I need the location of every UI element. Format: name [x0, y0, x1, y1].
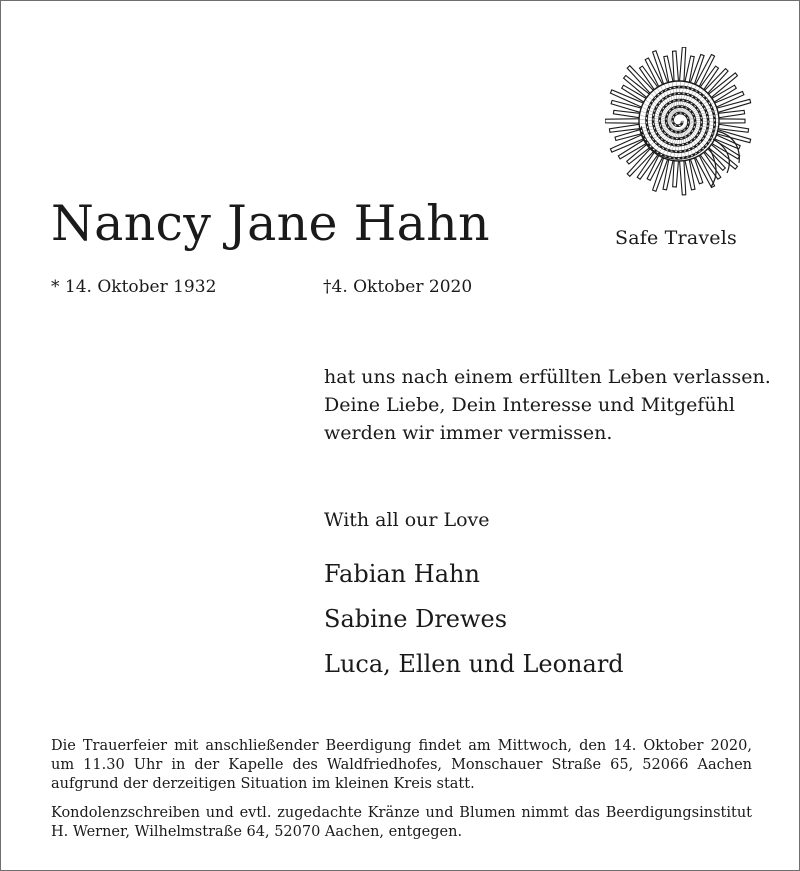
deceased-name: Nancy Jane Hahn [51, 195, 490, 252]
death-date: †4. Oktober 2020 [323, 277, 473, 297]
farewell-message [324, 363, 771, 447]
motto: Safe Travels [615, 227, 737, 249]
signatories [324, 552, 624, 687]
condolence-notice: Kondolenzschreiben und evtl. zugedachte Kränze und Blumen nimmt das Beerdigungsinstitut H. Werner, Wilhelmstraße 64, 52070 Aachen, entgegen. [51, 805, 752, 840]
greeting: With all our Love [324, 509, 490, 531]
ceremony-notice: Die Trauerfeier mit anschließender Beerdigung findet am Mittwoch, den 14. Oktober 2020, um 11.30 Uhr in der Kapelle des Waldfriedhofes, Monschauer Straße 65, 52066 Aachen aufgrund der derzeitigen Situation im kleinen Kreis statt. [51, 738, 752, 792]
message-line: werden wir immer vermissen. [324, 422, 613, 444]
signatory: Fabian Hahn [324, 560, 480, 588]
birth-date: * 14. Oktober 1932 [51, 277, 217, 297]
message-line: Deine Liebe, Dein Interesse und Mitgefühl [324, 394, 735, 416]
woven-sun-emblem-icon [605, 47, 753, 199]
signatory: Sabine Drewes [324, 605, 508, 633]
signatory: Luca, Ellen und Leonard [324, 650, 624, 678]
message-line: hat uns nach einem erfüllten Leben verlassen. [324, 366, 771, 388]
